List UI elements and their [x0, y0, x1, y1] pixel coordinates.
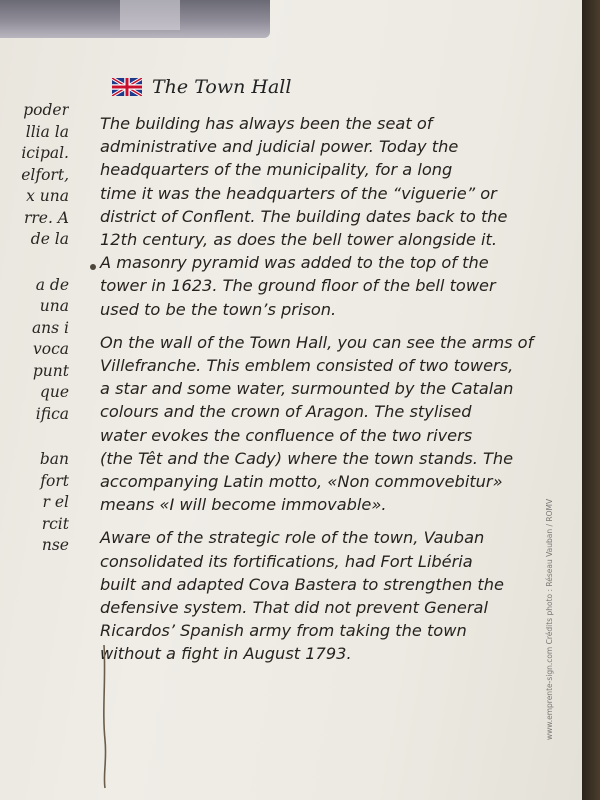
left-column-line: nse [41, 536, 69, 554]
left-column-line: una [39, 297, 69, 315]
paragraph-line: headquarters of the municipality, for a long [100, 160, 453, 180]
left-column-line: punt [32, 361, 69, 380]
paragraph-line: Villefranche. This emblem consisted of two towers, [100, 356, 514, 376]
paragraph [100, 526, 545, 665]
left-column-catalan-text [0, 100, 75, 557]
left-column-line: poder [23, 101, 69, 119]
left-column-line: que [39, 383, 69, 401]
right-edge-shadow [582, 0, 600, 800]
paragraph-line: defensive system. That did not prevent General [100, 598, 488, 618]
paragraph-line: A masonry pyramid was added to the top of the [100, 253, 489, 273]
paragraph-line: used to be the town’s prison. [100, 299, 337, 319]
english-section [90, 72, 545, 666]
left-column-line: ban [39, 450, 69, 468]
paragraph-line: Aware of the strategic role of the town, Vauban [100, 528, 485, 548]
left-column-line: a de [35, 275, 69, 294]
paragraph [100, 331, 545, 517]
left-column-line: r el [42, 493, 69, 511]
stain-dot [88, 262, 98, 272]
paragraph-line: consolidated its fortifications, had Fort Libéria [100, 551, 473, 571]
title-row [112, 72, 545, 102]
left-column-line: voca [32, 340, 69, 358]
left-column-line: rre. A [23, 208, 69, 227]
union-jack-flag-icon [112, 78, 142, 96]
paragraph-line: a star and some water, surmounted by the Catalan [100, 379, 514, 399]
top-photo-highlight [120, 0, 180, 30]
paragraph-line: district of Conflent. The building dates back to the [100, 206, 508, 226]
paragraph [100, 112, 545, 321]
left-column-line: rcit [41, 514, 69, 533]
paragraph-line: means «I will become immovable». [100, 495, 387, 515]
paragraph-line: water evokes the confluence of the two rivers [100, 425, 473, 445]
paragraph-line: built and adapted Cova Bastera to strengthen the [100, 574, 504, 594]
page-title: The Town Hall [152, 76, 292, 98]
left-column-line: icipal. [21, 144, 69, 162]
paragraph-line: The building has always been the seat of [100, 114, 433, 133]
paragraph-line: Ricardos’ Spanish army from taking the town [100, 621, 467, 641]
left-column-line: x una [26, 187, 69, 205]
left-column-line: fort [40, 471, 69, 490]
left-column-line [0, 251, 69, 275]
paragraph-line: colours and the crown of Aragon. The stylised [100, 402, 472, 422]
left-column-line: de la [30, 230, 69, 248]
left-column-line: llia la [25, 122, 69, 141]
left-column-line: ans i [31, 318, 69, 337]
scratch-mark [96, 640, 116, 790]
paragraph-line: 12th century, as does the bell tower alongside it. [100, 230, 498, 250]
left-column-line [0, 425, 69, 449]
paragraph-line: accompanying Latin motto, «Non commovebitur» [100, 472, 503, 492]
left-column-line: ifica [35, 404, 69, 423]
paragraph-line: administrative and judicial power. Today the [100, 137, 459, 157]
paragraph-line: (the Têt and the Cady) where the town stands. The [100, 448, 514, 468]
left-column-line: elfort, [21, 165, 69, 184]
paragraphs [90, 112, 545, 666]
paragraph-line: tower in 1623. The ground floor of the bell tower [100, 276, 496, 296]
paragraph-line: without a fight in August 1793. [100, 644, 352, 664]
paragraph-line: time it was the headquarters of the “viguerie” or [100, 183, 497, 203]
photo-credit: www.emprente-sign.com Crédits photo : Réseau Vauban / ROMV [545, 498, 554, 740]
paragraph-line: On the wall of the Town Hall, you can see the arms of [100, 332, 534, 352]
